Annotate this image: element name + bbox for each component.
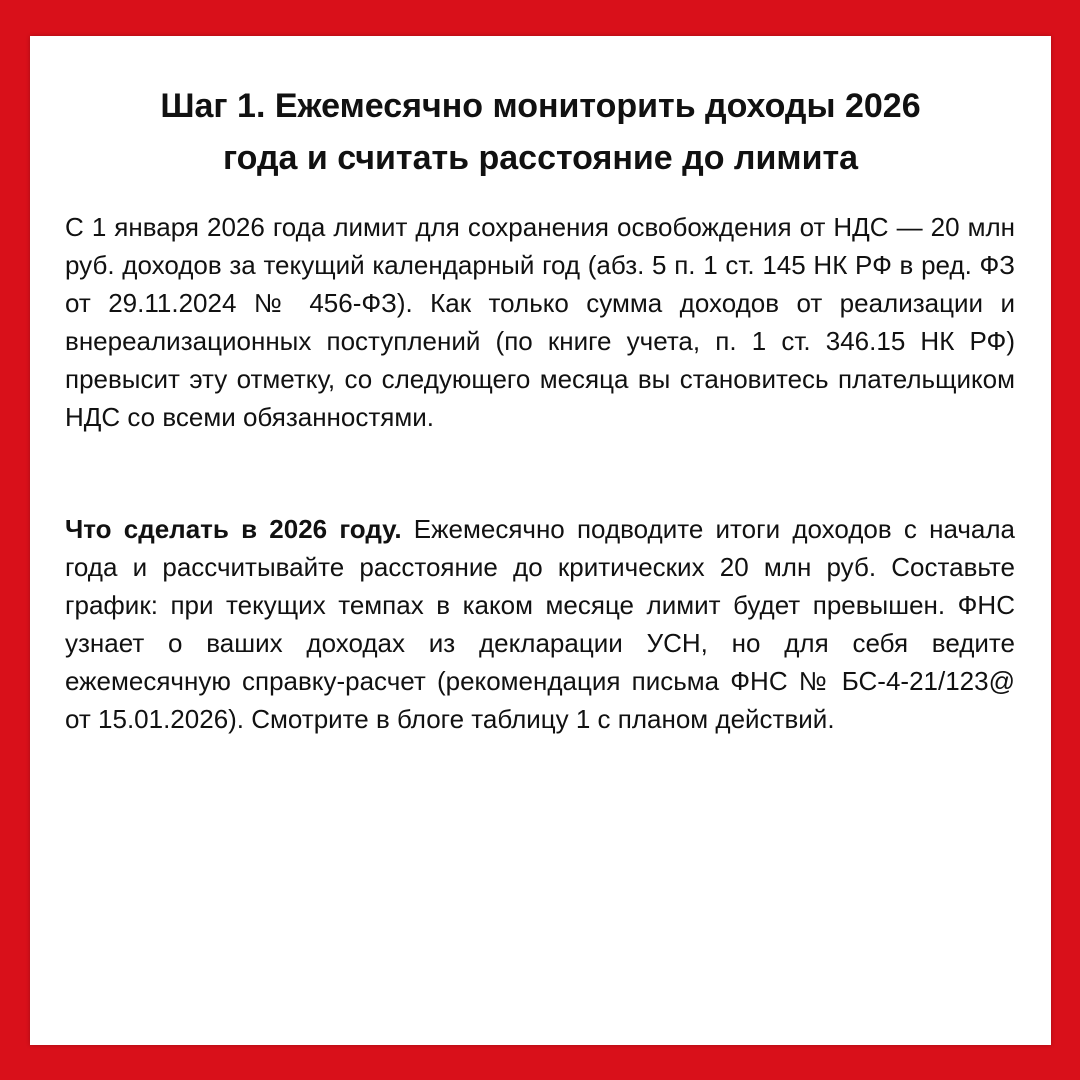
action-paragraph-lead: Что сделать в 2026 году. xyxy=(65,514,402,544)
title-line-2: года и считать расстояние до лимита xyxy=(222,139,859,177)
intro-paragraph-text: С 1 января 2026 года лимит для сохранения освобождения от НДС — 20 млн руб. доходов за текущий календарный год (абз. 5 п. 1 ст. 145 НК РФ в ред. ФЗ от 29.11.2024 № 456-ФЗ). Как только сумма доходов от реализации и внереализационных поступлений (по книге учета, п. 1 ст. 346.15 НК РФ) превысит эту отметку, со следующего месяца вы становитесь плательщиком НДС со всеми обязанностями. xyxy=(65,212,1015,433)
page-title xyxy=(30,80,1051,184)
title-line-1: Шаг 1. Ежемесячно мониторить доходы 2026 xyxy=(160,87,921,125)
action-paragraph xyxy=(65,510,1015,739)
action-paragraph-text: Ежемесячно подводите итоги доходов с начала года и рассчитывайте расстояние до критических 20 млн руб. Составьте график: при текущих темпах в каком месяце лимит будет превышен. ФНС узнает о ваших доходах из декларации УСН, но для себя ведите ежемесячную справку-расчет (рекомендация письма ФНС № БС-4-21/123@ от 15.01.2026). Смотрите в блоге таблицу 1 с планом действий. xyxy=(65,514,1016,735)
intro-paragraph xyxy=(65,208,1015,437)
content-card xyxy=(30,36,1051,1045)
